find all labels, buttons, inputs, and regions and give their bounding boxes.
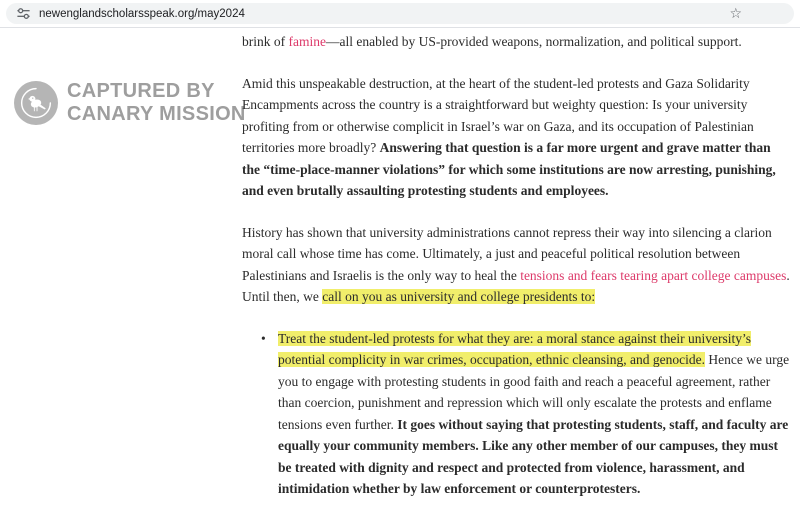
bookmark-star-icon[interactable]: ☆: [729, 5, 742, 22]
text-segment: Hence we urge you to engage with protesting students in good faith and reach a peaceful agreement, rather than coercion, punishment and repression which will only escalate the protests and enflame tensions even further.: [278, 352, 790, 432]
text-segment: . Until then, we: [242, 267, 790, 304]
site-info-icon[interactable]: [16, 6, 31, 21]
paragraph-history: [242, 222, 791, 308]
watermark-text: [67, 80, 246, 126]
watermark-line2: CANARY MISSION: [67, 103, 246, 125]
bullet-text: [278, 331, 789, 497]
bullet-marker: •: [261, 330, 266, 346]
bullet-item-treat-protests: [242, 328, 791, 500]
text-segment: Answering that question is a far more urgent and grave matter than the “time-place-manner violations” for which some institutions are now arresting, punishing, and even brutally assaulting protesting students and employees.: [242, 140, 776, 198]
paragraph-amid-destruction: [242, 73, 791, 202]
browser-toolbar: [0, 0, 800, 28]
canary-mission-watermark: [14, 80, 246, 126]
text-segment: It goes without saying that protesting students, staff, and faculty are equally your community members. Like any other member of our campuses, they must be treated with dignity and respect and protected from violence, harassment, and intimidation whether by law enforcement or counterprotesters.: [278, 416, 789, 496]
text-segment: —all enabled by US-provided weapons, normalization, and political support.: [325, 34, 742, 49]
paragraph-famine: [242, 31, 791, 53]
inline-link[interactable]: tensions and fears tearing apart college campuses: [520, 267, 787, 283]
url-text[interactable]: newenglandscholarsspeak.org/may2024: [39, 7, 245, 20]
watermark-line1: CAPTURED BY: [67, 80, 215, 102]
text-segment: Treat the student-led protests for what they are: a moral stance against their university’s potential complicity in war crimes, occupation, ethnic cleansing, and genocide.: [278, 330, 751, 367]
text-segment: call on you as university and college presidents to:: [322, 289, 596, 304]
text-segment: Amid this unspeakable destruction, at the heart of the student-led protests and Gaza Solidarity Encampments across the country is a straightforward but weighty question: Is your university profiting from or otherwise complicit in Israel’s war on Gaza, and its occupation of Palestinian territories more broadly?: [242, 75, 754, 155]
inline-link[interactable]: famine: [288, 34, 326, 49]
text-segment: History has shown that university administrations cannot repress their way into silencing a clarion moral call whose time has come. Ultimately, a just and peaceful political resolution between Palestinians and Israelis is the only way to heal the: [242, 224, 772, 283]
article-body: [242, 31, 791, 520]
canary-bird-logo-icon: [14, 81, 58, 125]
address-bar[interactable]: [6, 3, 794, 24]
text-segment: brink of: [242, 34, 289, 49]
